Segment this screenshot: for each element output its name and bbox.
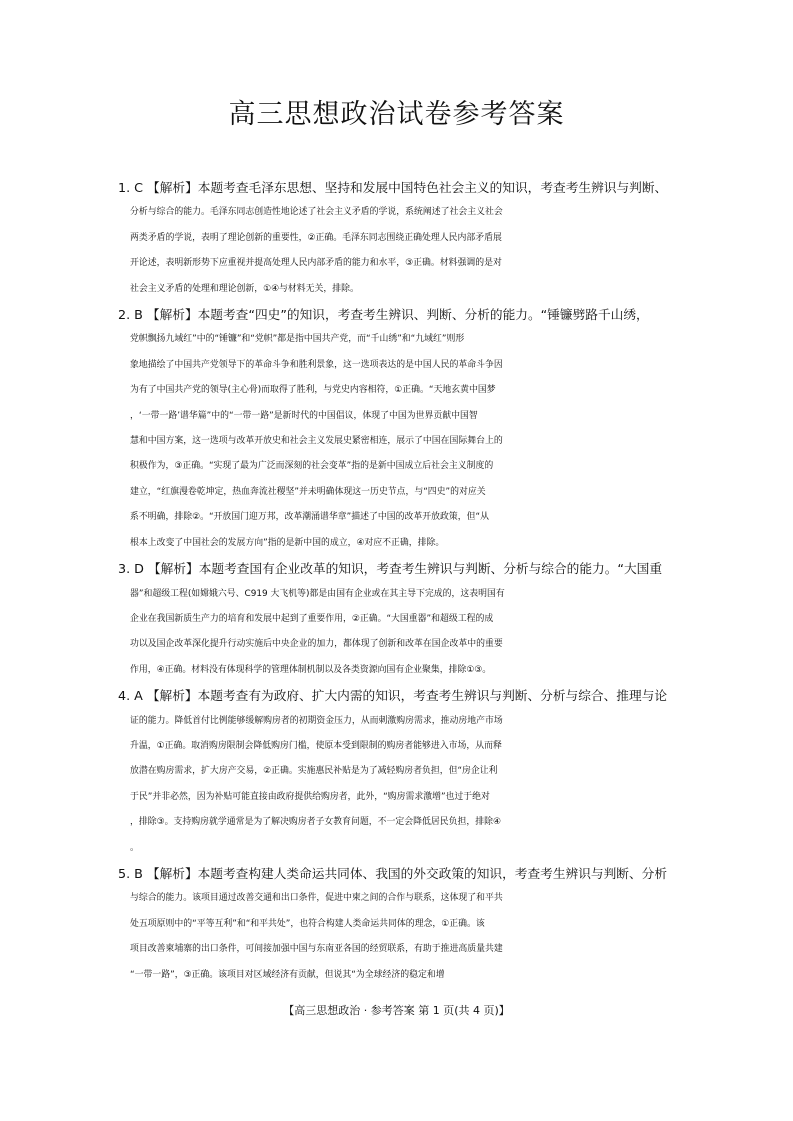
answer-line: “一带一路”，③正确。该项目对区域经济有贡献，但说其“为全球经济的稳定和增 [130,969,445,980]
answer-line: 企业在我国新质生产力的培育和发展中起到了重要作用，②正确。“大国重器”和超级工程的成 [130,613,494,624]
answer-line: 分析与综合的能力。毛泽东同志创造性地论述了社会主义矛盾的学说，系统阐述了社会主义社会 [130,207,503,218]
answer-line: 项目改善柬埔寨的出口条件，可间接加强中国与东南亚各国的经贸联系，有助于推进高质量共建 [130,944,503,955]
answer-line: 积极作为，③正确。“实现了最为广泛而深刻的社会变革”指的是新中国成立后社会主义制度的 [130,461,494,472]
answer-item-5 [118,861,686,988]
answer-line: 器”和超级工程(如嫦娥六号、C919 大飞机等)都是由国有企业或在其主导下完成的，这表明国有 [130,588,505,599]
answer-line: 社会主义矛盾的处理和理论创新，①④与材料无关，排除。 [130,283,359,294]
answer-item-1 [118,175,686,302]
answer-line: 证的能力。降低首付比例能够缓解购房者的初期资金压力，从而刺激购房需求，推动房地产市场 [130,715,503,726]
answer-line: 与综合的能力。该项目通过改善交通和出口条件，促进中柬之间的合作与联系，这体现了和平共 [130,893,503,904]
answer-line: 5. B 【解析】本题考查构建人类命运共同体、我国的外交政策的知识，考查考生辨识与判断、分析 [118,865,668,881]
answer-line: ，‘一带一路’谱华篇”中的“一带一路”是新时代的中国倡议，体现了中国为世界贡献中国智 [130,410,478,421]
answer-line: 党帜飘扬九域红”中的“锤镰”和“党帜”都是指中国共产党，而“千山绣”和“九域红”则形 [130,334,465,345]
answer-item-3 [118,556,686,683]
answer-line: 作用，④正确。材料没有体现科学的管理体制机制以及各类资源向国有企业聚集，排除①③。 [130,664,492,675]
answer-line: 。 [130,842,139,853]
answer-line: 根本上改变了中国社会的发展方向”指的是新中国的成立，④对应不正确，排除。 [130,537,445,548]
answer-line: 建立，“红旗漫卷乾坤定，热血奔流社稷坚”并未明确体现这一历史节点，与“四史”的对应关 [130,486,486,497]
answer-item-4 [118,683,686,861]
answer-line: 开论述，表明新形势下应重视并提高处理人民内部矛盾的能力和水平，③正确。材料强调的是对 [130,258,502,269]
answer-line: 放潜在购房需求，扩大房产交易，②正确。实施惠民补贴是为了减轻购房者负担，但“房企让利 [130,766,498,777]
answer-list [118,175,686,988]
answer-line: 功以及国企改革深化提升行动实施后中央企业的加力，都体现了创新和改革在国企改革中的重要 [130,639,503,650]
page-title: 高三思想政治试卷参考答案 [228,99,565,130]
answer-line: 2. B 【解析】本题考查“四史”的知识，考查考生辨识、判断、分析的能力。“锤镰劈路千山绣， [118,307,649,323]
answer-line: 为有了中国共产党的领导(主心骨)而取得了胜利，与党史内容相符，①正确。“天地玄黄中国梦 [130,385,496,396]
answer-line: 升温，①正确。取消购房限制会降低购房门槛，使原本受到限制的购房者能够进入市场，从而释 [130,740,502,751]
answer-line: 4. A 【解析】本题考查有为政府、扩大内需的知识，考查考生辨识与判断、分析与综合、推理与论 [118,688,668,704]
answer-line: 处五项原则中的“平等互利”和“和平共处”，也符合构建人类命运共同体的理念，①正确。该 [130,918,485,929]
page-footer: 【高三思想政治 · 参考答案 第 1 页(共 4 页)】 [283,1004,510,1017]
answer-line: ，排除③。支持购房就学通常是为了解决购房者子女教育问题，不一定会降低居民负担，排除④ [130,817,501,828]
answer-line: 于民”并非必然，因为补贴可能直接由政府提供给购房者，此外，“购房需求激增”也过于绝对 [130,791,490,802]
answer-item-2 [118,302,686,556]
answer-line: 两类矛盾的学说，表明了理论创新的重要性，②正确。毛泽东同志围绕正确处理人民内部矛盾展 [130,232,502,243]
answer-line: 慧和中国方案，这一选项与改革开放史和社会主义发展史紧密相连，展示了中国在国际舞台上的 [130,436,503,447]
answer-line: 系不明确，排除②。“开放国门迎万邦，改革潮涌谱华章”描述了中国的改革开放政策，但“从 [130,512,489,523]
answer-line: 3. D 【解析】本题考查国有企业改革的知识，考查考生辨识与判断、分析与综合的能力。“大国重 [118,561,663,577]
answer-line: 象地描绘了中国共产党领导下的革命斗争和胜利景象，这一选项表达的是中国人民的革命斗争因 [130,359,503,370]
answer-line: 1. C 【解析】本题考查毛泽东思想、坚持和发展中国特色社会主义的知识，考查考生辨识与判断、 [118,180,668,195]
